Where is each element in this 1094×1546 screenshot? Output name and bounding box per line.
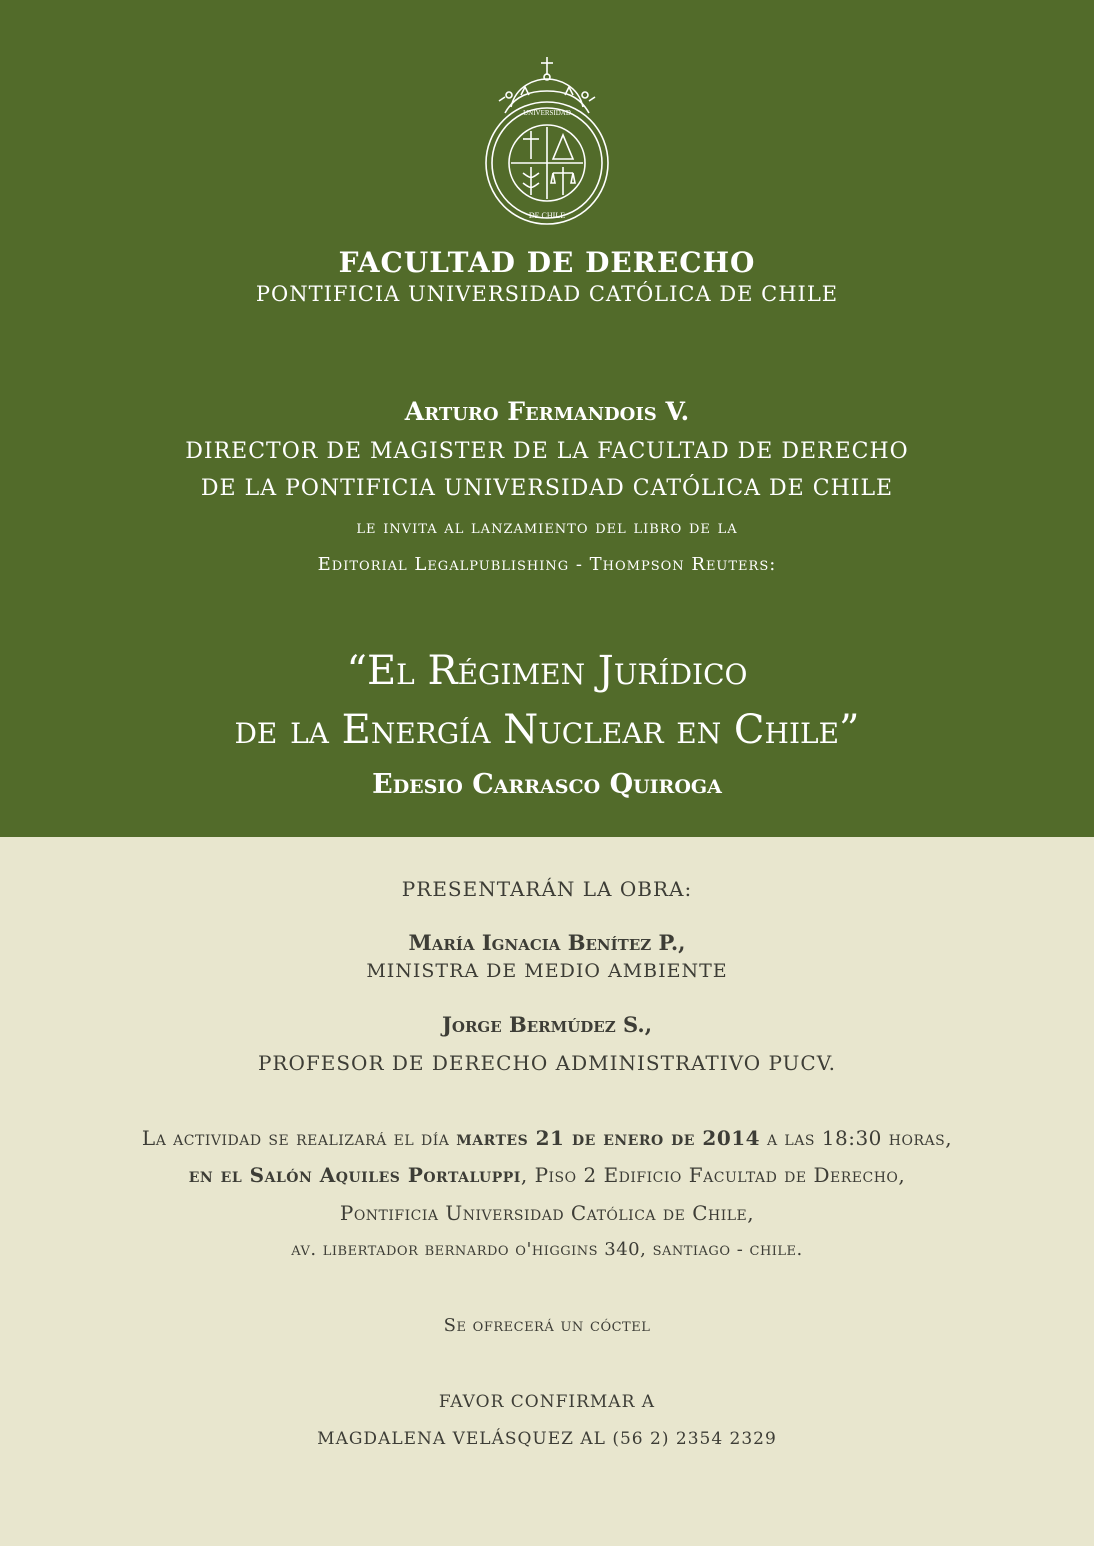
event-date: martes 21 de enero de 2014 [456,1126,761,1150]
university-name: PONTIFICIA UNIVERSIDAD CATÓLICA DE CHILE [255,282,839,306]
details-panel [0,837,1094,1546]
invite-line2: Editorial Legalpublishing - Thompson Reuters: [317,554,777,575]
host-name: Arturo Fermandois V. [404,397,690,426]
presenter-role: MINISTRA DE MEDIO AMBIENTE [366,960,728,982]
presenter-role: PROFESOR DE DERECHO ADMINISTRATIVO PUCV. [257,1051,837,1075]
university-seal-icon [481,55,613,227]
book-title-line2: de la Energía Nuclear en Chile” [234,707,860,753]
host-role-line1: DIRECTOR DE MAGISTER DE LA FACULTAD DE DERECHO [185,439,909,464]
book-author: Edesio Carrasco Quiroga [372,769,722,800]
cocktail-note: Se ofrecerá un cóctel [443,1315,651,1336]
invite-line1: le invita al lanzamiento del libro de la [356,517,738,538]
event-date-line [0,1126,1094,1150]
faculty-name: FACULTAD DE DERECHO [338,246,756,279]
event-date-prefix: La actividad se realizará el día [141,1126,457,1150]
rsvp-heading: FAVOR CONFIRMAR A [438,1392,656,1412]
event-venue-line [0,1163,1094,1187]
event-venue: en el Salón Aquiles Portaluppi [188,1163,521,1187]
event-building: , Piso 2 Edificio Facultad de Derecho, [520,1163,906,1187]
host-role-line2: DE LA PONTIFICIA UNIVERSIDAD CATÓLICA DE CHILE [200,476,894,501]
book-title-line1: “El Régimen Jurídico [346,648,748,694]
event-institution: Pontificia Universidad Católica de Chile, [339,1201,755,1225]
svg-text:DE CHILE: DE CHILE [528,211,566,220]
presenters-heading: PRESENTARÁN LA OBRA: [401,877,693,901]
event-time: a las 18:30 horas, [760,1126,953,1150]
presenter-name: María Ignacia Benítez P., [408,930,686,955]
event-address: av. libertador bernardo o'higgins 340, santiago - chile. [291,1239,803,1260]
svg-text:UNIVERSIDAD: UNIVERSIDAD [523,109,571,117]
presenter-name: Jorge Bermúdez S., [441,1012,653,1037]
rsvp-contact: MAGDALENA VELÁSQUEZ AL (56 2) 2354 2329 [317,1429,777,1449]
